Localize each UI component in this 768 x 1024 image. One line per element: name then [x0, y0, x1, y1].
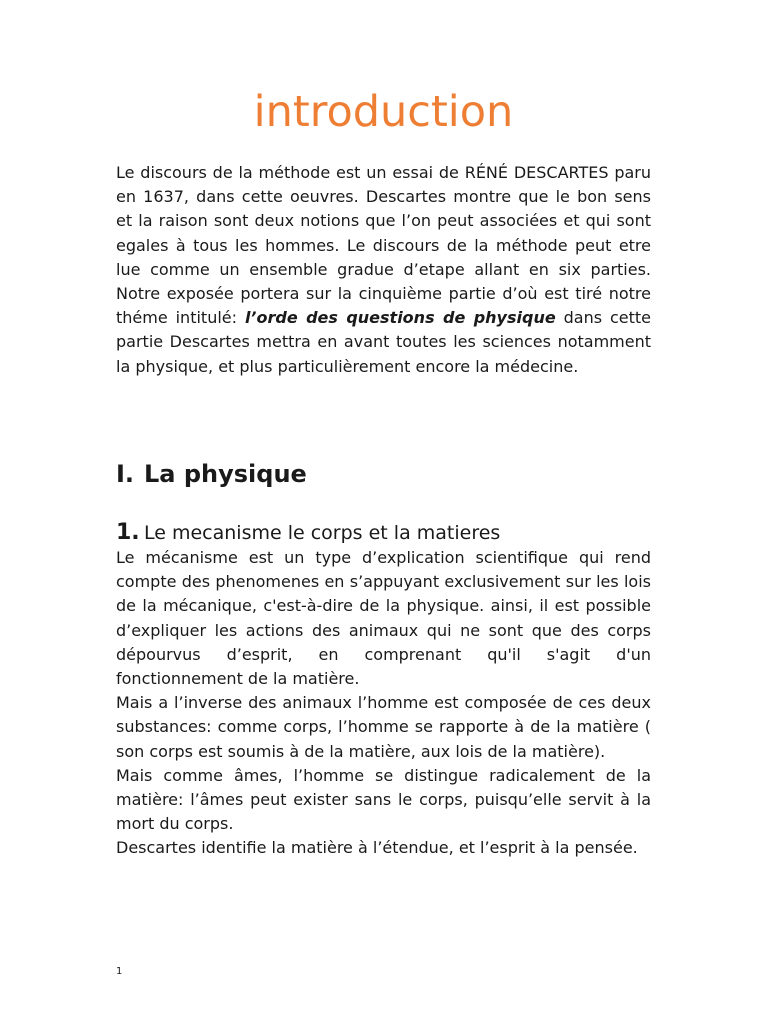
subsection-number: 1.	[116, 520, 140, 545]
section-number: I.	[116, 460, 135, 488]
intro-emphasis: l’orde des questions de physique	[244, 308, 556, 328]
body-paragraph: Mais a l’inverse des animaux l’homme est composée de ces deux substances: comme corps, l’homme se rapporte à de la matière ( son corps est soumis à de la matière, aux lois de la matière).	[116, 693, 651, 761]
body-paragraph: Mais comme âmes, l’homme se distingue radicalement de la matière: l’âmes peut exister sans le corps, puisqu’elle servit à la mort du corps.	[116, 765, 651, 834]
intro-text-start: Le discours de la méthode est un essai de RÉNÉ DESCARTES paru en 1637, dans cette oeuvres. Descartes montre que le bon sens et la raison sont deux notions que l’on peut associées et qui sont egales à tous les hommes. Le discours de la méthode peut etre lue comme un ensemble gradue d’etape allant en six parties. Notre exposée portera sur la cinquième partie d’où est tiré notre théme intitulé:	[116, 163, 651, 328]
page-number: 1	[116, 966, 123, 977]
intro-text-end: dans cette partie Descartes mettra en avant toutes les sciences notamment la physique, et plus particulièrement encore la médecine.	[116, 308, 651, 376]
body-paragraph: Descartes identifie la matière à l’étendue, et l’esprit à la pensée.	[116, 838, 638, 858]
subsection-title: Le mecanisme le corps et la matieres	[144, 522, 501, 544]
section-title: La physique	[144, 460, 307, 488]
intro-paragraph	[116, 161, 651, 379]
body-paragraph: Le mécanisme est un type d’explication scientifique qui rend compte des phenomenes en s’appuyant exclusivement sur les lois de la mécanique, c'est-à-dire de la physique. ainsi, il est possible d’expliquer les actions des animaux qui ne sont que des corps dépourvus d’esprit, en comprenant qu'il s'agit d'un fonctionnement de la matière.	[116, 548, 651, 689]
document-title: introduction	[253, 87, 514, 137]
section-heading	[116, 457, 307, 491]
subsection-heading	[116, 519, 500, 547]
body-text	[116, 546, 651, 861]
